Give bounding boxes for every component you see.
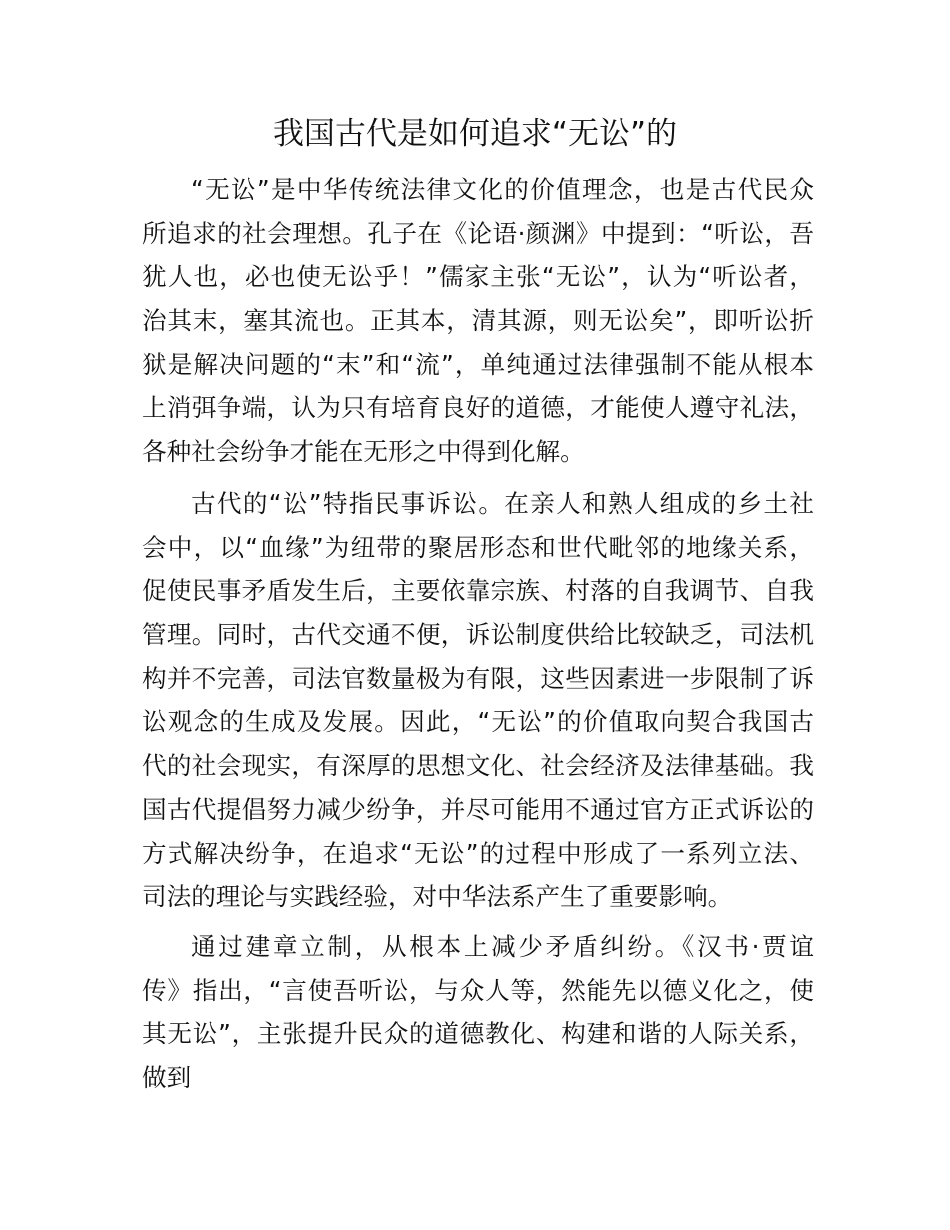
paragraph-3 (142, 925, 814, 1100)
text-line: 治其末，塞其流也。正其本，清其源，则无讼矣”，即听讼折 (142, 306, 814, 336)
document-title: 我国古代是如何追求“无讼”的 (272, 116, 678, 152)
text-line: 国古代提倡努力减少纷争，并尽可能用不通过官方正式诉讼的 (142, 794, 814, 824)
text-line: 古代的“讼”特指民事诉讼。在亲人和熟人组成的乡土社 (191, 489, 814, 518)
text-line: 促使民事矛盾发生后，主要依靠宗族、村落的自我调节、自我 (142, 576, 814, 606)
text-line: 方式解决纷争，在追求“无讼”的过程中形成了一系列立法、 (142, 838, 814, 868)
text-line: 做到 (142, 1063, 192, 1093)
text-line: “无讼”是中华传统法律文化的价值理念，也是古代民众 (191, 175, 814, 204)
text-line: 代的社会现实，有深厚的思想文化、社会经济及法律基础。我 (142, 751, 814, 781)
text-line: 上消弭争端，认为只有培育良好的道德，才能使人遵守礼法， (142, 393, 814, 423)
text-line: 构并不完善，司法官数量极为有限，这些因素进一步限制了诉 (142, 663, 814, 693)
text-line: 传》指出，“言使吾听讼，与众人等，然能先以德义化之，使 (142, 975, 814, 1005)
text-line: 犹人也，必也使无讼乎！”儒家主张“无讼”，认为“听讼者， (142, 262, 814, 292)
text-line: 所追求的社会理想。孔子在《论语·颜渊》中提到：“听讼，吾 (142, 218, 814, 248)
text-line: 司法的理论与实践经验，对中华法系产生了重要影响。 (142, 882, 733, 912)
text-line: 各种社会纷争才能在无形之中得到化解。 (142, 437, 585, 467)
paragraph-1 (142, 168, 814, 474)
text-line: 管理。同时，古代交通不便，诉讼制度供给比较缺乏，司法机 (142, 620, 814, 650)
text-line: 其无讼”，主张提升民众的道德教化、构建和谐的人际关系， (142, 1019, 814, 1049)
text-line: 通过建章立制，从根本上减少矛盾纠纷。《汉书·贾谊 (191, 932, 814, 961)
text-line: 会中，以“血缘”为纽带的聚居形态和世代毗邻的地缘关系， (142, 532, 814, 562)
paragraph-2 (142, 482, 814, 919)
text-line: 讼观念的生成及发展。因此，“无讼”的价值取向契合我国古 (142, 707, 814, 737)
text-line: 狱是解决问题的“末”和“流”，单纯通过法律强制不能从根本 (142, 349, 814, 379)
